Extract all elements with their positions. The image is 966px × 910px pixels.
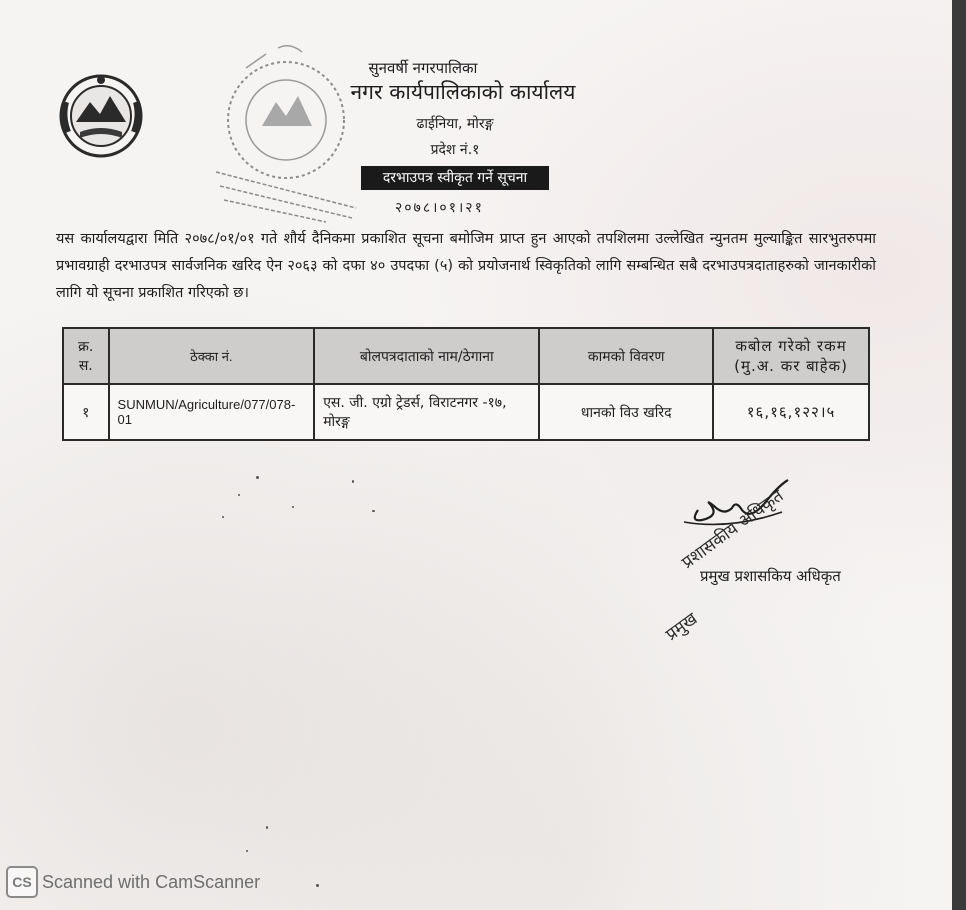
camscanner-logo-icon: CS — [6, 866, 38, 898]
official-stamp-line2: प्रमुख — [662, 608, 702, 645]
scan-noise — [316, 884, 319, 887]
cell-bidder-name-address: एस. जी. एग्रो ट्रेडर्स, विराटनगर -१७, मोरङ्ग — [314, 384, 539, 440]
header-contract-number: ठेक्का नं. — [109, 328, 315, 384]
notice-paragraph: यस कार्यालयद्वारा मिति २०७८/०१/०१ गते शौर्य दैनिकमा प्रकाशित सूचना बमोजिम प्राप्त हुन आएको तपशिलमा उल्लेखित न्युनतम मुल्याङ्कित सारभुतरुपमा प्रभावग्राही दरभाउपत्र सार्वजनिक खरिद ऐन २०६३ को दफा ४० उपदफा (५) को प्रयोजनार्थ स्विकृतिको लागि सम्बन्धित सबै दरभाउपत्रदाताहरुको जानकारीको लागि यो सूचना प्रकाशित गरिएको छ। — [56, 231, 876, 301]
cell-work-description: धानको विउ खरिद — [539, 384, 713, 440]
scan-noise — [352, 480, 354, 483]
table-header-row — [63, 328, 869, 384]
scan-noise — [372, 510, 375, 512]
office-title: नगर कार्यपालिकाको कार्यालय — [350, 80, 576, 104]
cell-quoted-amount: १६,१६,१२२।५ — [713, 384, 869, 440]
header-bidder-name-address: बोलपत्रदाताको नाम/ठेगाना — [314, 328, 539, 384]
notice-title-banner: दरभाउपत्र स्वीकृत गर्ने सूचना — [361, 166, 549, 190]
signature-block — [662, 470, 900, 645]
scan-edge-shadow — [952, 0, 966, 910]
office-location: ढाईनिया, मोरङ्ग — [416, 116, 494, 132]
official-stamp-line1: प्रशासकीय अधिकृत — [678, 486, 788, 573]
notice-date: २०७८।०१।२१ — [395, 200, 484, 216]
scan-noise — [238, 494, 240, 496]
header-work-description: कामको विवरण — [539, 328, 713, 384]
camscanner-watermark-text: Scanned with CamScanner — [42, 871, 261, 892]
scan-noise — [222, 516, 224, 518]
scan-noise — [256, 476, 259, 479]
bid-approval-table — [62, 327, 870, 441]
municipality-name: सुनवर्षी नगरपालिका — [368, 59, 478, 77]
scan-noise — [246, 850, 248, 852]
scan-noise — [266, 826, 268, 829]
scan-noise — [292, 506, 294, 508]
table-row — [63, 384, 869, 440]
signatory-title: प्रमुख प्रशासकिय अधिकृत — [700, 567, 841, 585]
cell-contract-number: SUNMUN/Agriculture/077/078-01 — [109, 384, 315, 440]
cell-serial-number: १ — [63, 384, 109, 440]
header-quoted-amount: कबोल गरेको रकम (मु.अ. कर बाहेक) — [713, 328, 869, 384]
camscanner-watermark — [6, 866, 260, 898]
province-number: प्रदेश नं.१ — [430, 142, 480, 158]
header-serial-number: क्र. स. — [63, 328, 109, 384]
